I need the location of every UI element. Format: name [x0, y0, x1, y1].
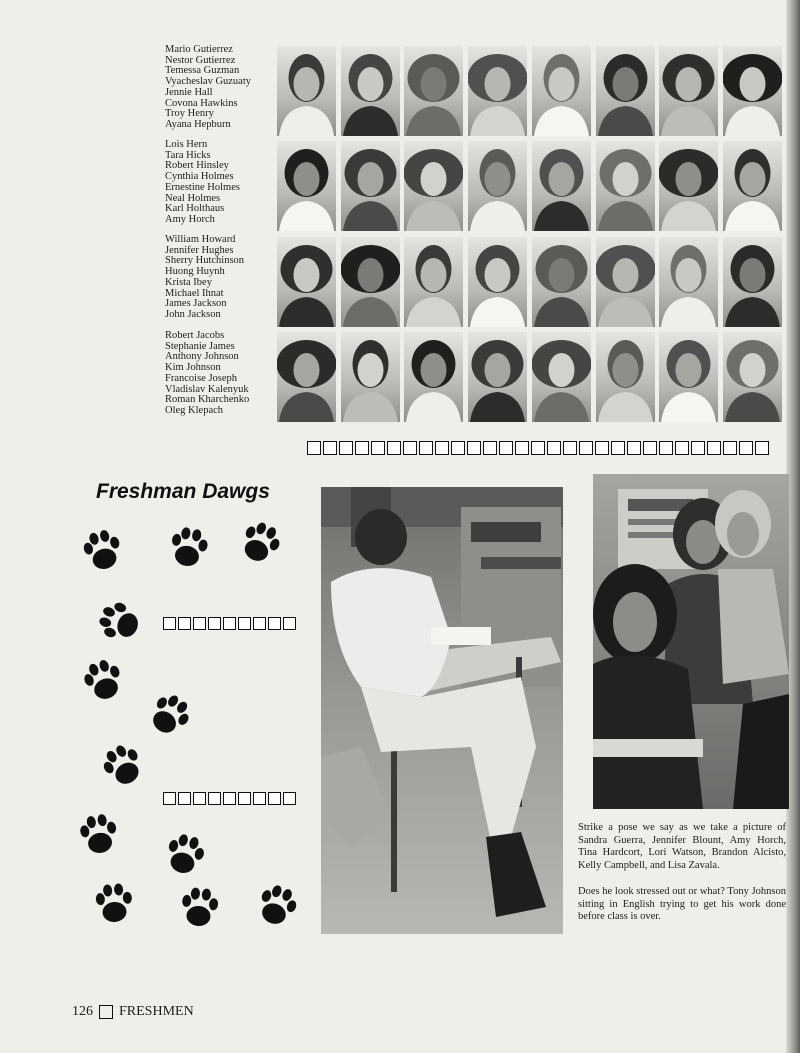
square-ornament-icon [643, 441, 657, 455]
square-ornament-icon [691, 441, 705, 455]
student-name: Roman Kharchenko [165, 394, 250, 406]
square-ornament-icon [238, 617, 251, 630]
student-name: Karl Holthaus [165, 203, 225, 215]
student-name: Lois Hern [165, 139, 208, 150]
student-name: James Jackson [165, 298, 227, 310]
student-name: Francoise Joseph [165, 372, 238, 384]
page-footer [72, 1004, 194, 1020]
student-portrait [404, 46, 463, 136]
student-name: Stephanie James [165, 340, 235, 352]
student-name: Vyacheslav Guzuaty [165, 76, 252, 88]
square-ornament-icon [435, 441, 449, 455]
square-ornament-icon [307, 441, 321, 455]
student-name: John Jackson [165, 308, 221, 320]
student-portrait [659, 237, 718, 327]
photo-student-at-desk [321, 487, 563, 934]
student-portrait [659, 332, 718, 422]
paw-print-icon [236, 518, 285, 568]
student-portrait [596, 237, 655, 327]
photo-caption-desk: Does he look stressed out or what? Tony Johnson sitting in English trying to get his work done before class is over. [578, 886, 786, 923]
student-name: Jennifer Hughes [165, 244, 234, 256]
square-ornament-icon [163, 617, 176, 630]
square-ornament-icon [178, 617, 191, 630]
student-portrait [341, 141, 400, 231]
student-name: Troy Henry [165, 108, 214, 120]
student-name: Amy Horch [165, 213, 215, 225]
paw-print-icon [78, 812, 120, 856]
square-ornament-icon [579, 441, 593, 455]
student-portrait [404, 141, 463, 231]
student-portrait [277, 237, 336, 327]
student-portrait [659, 141, 718, 231]
square-ornament-icon [339, 441, 353, 455]
student-portrait [532, 237, 591, 327]
student-portrait [468, 332, 527, 422]
paw-print-icon [98, 740, 148, 791]
square-ornament-icon [223, 617, 236, 630]
name-list-row-1 [165, 45, 251, 131]
student-name: Jennie Hall [165, 86, 213, 98]
page-number: 126 [72, 1004, 93, 1019]
square-ornament-icon [531, 441, 545, 455]
student-name: Krista Ibey [165, 276, 212, 288]
student-name: Michael Ihnat [165, 287, 224, 299]
square-ornament-icon [163, 792, 176, 805]
student-portrait [723, 237, 782, 327]
square-ornament-icon [547, 441, 561, 455]
box-divider [307, 441, 769, 455]
square-ornament-icon [611, 441, 625, 455]
box-divider-small [163, 617, 296, 630]
square-ornament-icon [208, 792, 221, 805]
square-ornament-icon [355, 441, 369, 455]
square-ornament-icon [283, 792, 296, 805]
student-portrait [532, 332, 591, 422]
student-name: Cynthia Holmes [165, 171, 234, 183]
student-portrait [404, 332, 463, 422]
student-portrait [341, 46, 400, 136]
student-name: Huong Huynh [165, 266, 225, 278]
square-ornament-icon [387, 441, 401, 455]
photo-group-of-students [593, 474, 789, 809]
student-portrait [532, 141, 591, 231]
square-ornament-icon [755, 441, 769, 455]
square-ornament-icon [739, 441, 753, 455]
section-label: FRESHMEN [119, 1004, 194, 1019]
student-portrait [596, 46, 655, 136]
square-ornament-icon [451, 441, 465, 455]
student-portrait [532, 46, 591, 136]
student-portrait [723, 141, 782, 231]
square-ornament-icon [238, 792, 251, 805]
student-name: Ernestine Holmes [165, 181, 240, 193]
square-ornament-icon [723, 441, 737, 455]
square-ornament-icon [483, 441, 497, 455]
square-ornament-icon [283, 617, 296, 630]
student-name: Sherry Hutchinson [165, 255, 245, 267]
student-portrait [277, 141, 336, 231]
square-ornament-icon [419, 441, 433, 455]
student-name: Ayana Hepburn [165, 118, 231, 130]
photo-caption-group: Strike a pose we say as we take a picture of Sandra Guerra, Jennifer Blount, Amy Horch, Tina Hardcort, Lori Watson, Brandon Alcisto, Kelly Campbell, and Lisa Zavala. [578, 822, 786, 871]
name-list-row-4 [165, 331, 249, 417]
student-portrait [596, 332, 655, 422]
student-name: Oleg Klepach [165, 404, 224, 416]
student-name: Temessa Guzman [165, 65, 240, 77]
square-ornament-icon [223, 792, 236, 805]
student-portrait [341, 332, 400, 422]
student-portrait [596, 141, 655, 231]
student-portrait [468, 237, 527, 327]
square-ornament-icon [467, 441, 481, 455]
square-ornament-icon [595, 441, 609, 455]
paw-print-icon [144, 689, 195, 741]
square-ornament-icon [208, 617, 221, 630]
square-ornament-icon [675, 441, 689, 455]
student-portrait [277, 332, 336, 422]
student-name: Covona Hawkins [165, 97, 238, 109]
paw-print-icon [163, 831, 208, 877]
square-ornament-icon [323, 441, 337, 455]
square-ornament-icon [178, 792, 191, 805]
student-name: Robert Jacobs [165, 330, 225, 341]
box-divider-small [163, 792, 296, 805]
square-ornament-icon [268, 617, 281, 630]
student-name: Robert Hinsley [165, 160, 229, 172]
paw-print-icon [254, 881, 301, 929]
student-portrait [468, 141, 527, 231]
student-portrait [341, 237, 400, 327]
paw-prints-decoration [0, 0, 320, 1053]
paw-print-icon [80, 527, 125, 573]
paw-print-icon [180, 887, 219, 928]
name-list-row-2 [165, 140, 240, 226]
student-name: Mario Gutierrez [165, 44, 233, 55]
square-ornament-icon [253, 617, 266, 630]
section-title: Freshman Dawgs [96, 480, 270, 503]
student-name: Anthony Johnson [165, 351, 239, 363]
square-ornament-icon [659, 441, 673, 455]
square-ornament-icon [707, 441, 721, 455]
square-ornament-icon [499, 441, 513, 455]
student-name: Kim Johnson [165, 362, 221, 374]
square-ornament-icon [193, 617, 206, 630]
square-bullet-icon [99, 1005, 113, 1019]
paw-print-icon [95, 598, 143, 645]
student-name: William Howard [165, 234, 236, 245]
square-ornament-icon [268, 792, 281, 805]
square-ornament-icon [253, 792, 266, 805]
square-ornament-icon [563, 441, 577, 455]
paw-print-icon [95, 882, 134, 923]
paw-print-icon [168, 525, 210, 569]
student-portrait [277, 46, 336, 136]
square-ornament-icon [515, 441, 529, 455]
student-portrait [723, 332, 782, 422]
square-ornament-icon [193, 792, 206, 805]
student-name: Neal Holmes [165, 192, 221, 204]
student-name: Nestor Gutierrez [165, 54, 236, 66]
paw-print-icon [80, 656, 127, 704]
student-portrait [659, 46, 718, 136]
square-ornament-icon [627, 441, 641, 455]
name-list-row-3 [165, 235, 244, 321]
student-portrait [468, 46, 527, 136]
student-portrait [404, 237, 463, 327]
student-name: Vladislav Kalenyuk [165, 383, 249, 395]
square-ornament-icon [403, 441, 417, 455]
student-portrait [723, 46, 782, 136]
student-name: Tara Hicks [165, 149, 211, 161]
square-ornament-icon [371, 441, 385, 455]
